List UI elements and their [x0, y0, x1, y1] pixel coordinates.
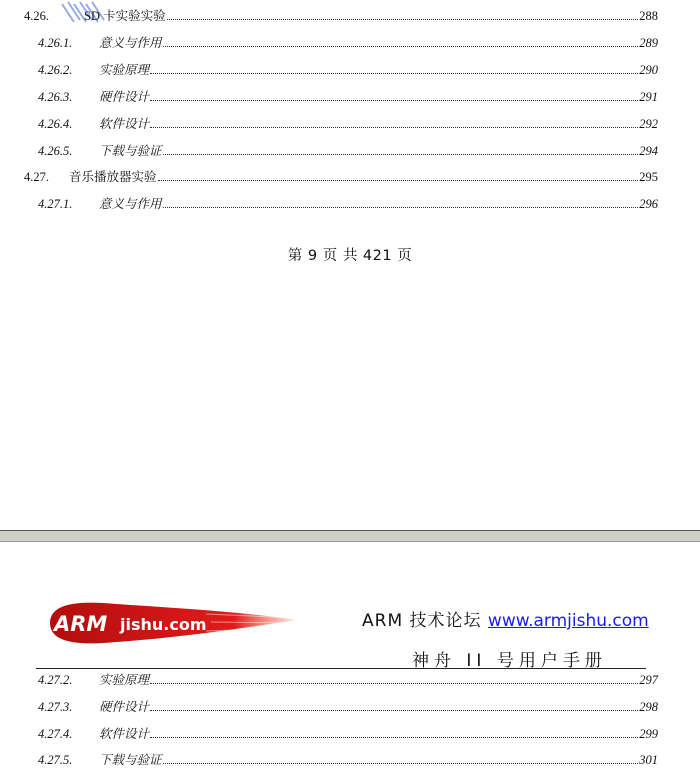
armjishu-logo	[46, 598, 298, 648]
toc-page-number: 296	[639, 197, 658, 211]
toc-title: 意义与作用	[99, 36, 162, 50]
toc-page-number: 290	[639, 63, 658, 77]
page-separator	[0, 530, 700, 542]
toc-number: 4.27.3.	[38, 700, 73, 714]
toc-page-number: 291	[639, 90, 658, 104]
toc-page-number: 289	[639, 36, 658, 50]
toc-number: 4.27.1.	[38, 197, 73, 211]
toc-page-number: 298	[639, 700, 658, 714]
toc-number: 4.27.2.	[38, 673, 73, 687]
toc-page-number: 299	[639, 727, 658, 741]
toc-entry[interactable]	[38, 750, 658, 768]
toc-leader	[150, 73, 638, 74]
toc-title: SD 卡实验实验	[84, 9, 166, 23]
forum-url-link[interactable]: www.armjishu.com	[487, 611, 649, 631]
toc-leader	[150, 683, 638, 684]
toc-entry[interactable]	[38, 194, 658, 212]
toc-number: 4.27.5.	[38, 753, 73, 767]
toc-page-number: 288	[639, 9, 658, 23]
toc-title: 实验原理	[99, 673, 150, 687]
document-page-10	[0, 542, 700, 773]
toc-number: 4.26.	[24, 9, 49, 23]
toc-title: 音乐播放器实验	[69, 170, 157, 184]
toc-entry[interactable]	[38, 670, 658, 688]
page-footer: 第 9 页 共 421 页	[287, 248, 413, 264]
toc-number: 4.27.	[24, 170, 49, 184]
toc-number: 4.26.2.	[38, 63, 73, 77]
toc-number: 4.26.3.	[38, 90, 73, 104]
toc-title: 软件设计	[99, 727, 150, 741]
toc-page-number: 301	[639, 753, 658, 767]
toc-entry[interactable]	[38, 33, 658, 51]
toc-page-number: 294	[639, 144, 658, 158]
toc-number: 4.26.5.	[38, 144, 73, 158]
toc-leader	[163, 763, 639, 764]
toc-entry[interactable]	[38, 87, 658, 105]
manual-title: 神舟 II 号用户手册	[412, 651, 607, 671]
toc-title: 软件设计	[99, 117, 150, 131]
toc-leader	[150, 100, 638, 101]
toc-title: 实验原理	[99, 63, 150, 77]
toc-entry[interactable]	[38, 114, 658, 132]
toc-entry[interactable]	[38, 60, 658, 78]
toc-leader	[150, 127, 638, 128]
toc-leader	[167, 19, 639, 20]
forum-header	[362, 606, 649, 631]
toc-title: 硬件设计	[99, 90, 150, 104]
toc-number: 4.26.4.	[38, 117, 73, 131]
toc-leader	[150, 710, 638, 711]
forum-label: ARM 技术论坛	[362, 611, 482, 631]
toc-entry[interactable]	[24, 6, 658, 24]
toc-title: 下载与验证	[99, 753, 162, 767]
toc-title: 硬件设计	[99, 700, 150, 714]
toc-leader	[158, 180, 639, 181]
toc-number: 4.27.4.	[38, 727, 73, 741]
toc-entry[interactable]	[38, 141, 658, 159]
toc-page-number: 295	[639, 170, 658, 184]
toc-title: 下载与验证	[99, 144, 162, 158]
toc-title: 意义与作用	[99, 197, 162, 211]
toc-page-number: 292	[639, 117, 658, 131]
toc-entry[interactable]	[24, 167, 658, 185]
toc-entry[interactable]	[38, 697, 658, 715]
toc-leader	[163, 46, 639, 47]
header-rule	[36, 668, 646, 669]
toc-leader	[150, 737, 638, 738]
toc-leader	[163, 154, 639, 155]
toc-entry[interactable]	[38, 724, 658, 742]
toc-page-number: 297	[639, 673, 658, 687]
toc-leader	[163, 207, 639, 208]
svg-text:ARM: ARM	[54, 612, 108, 636]
svg-text:jishu.com: jishu.com	[120, 615, 207, 634]
toc-number: 4.26.1.	[38, 36, 73, 50]
